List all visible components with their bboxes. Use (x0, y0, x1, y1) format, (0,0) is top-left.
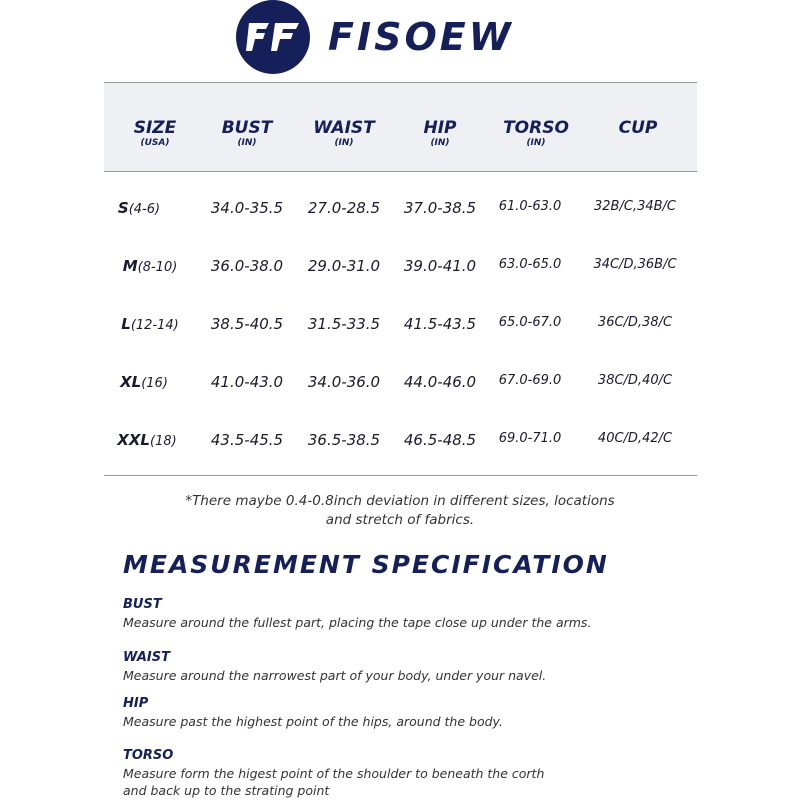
column-label: CUP (618, 118, 658, 138)
waist-cell: 27.0-28.5 (307, 199, 381, 217)
column-unit: (IN) (526, 138, 546, 148)
note-line: and stretch of fabrics. (325, 512, 475, 528)
bust-cell: 41.0-43.0 (210, 373, 284, 391)
table-row (104, 237, 697, 295)
column-header-hip (385, 119, 495, 149)
ff-monogram-icon (236, 0, 310, 74)
size-label: S (117, 199, 129, 217)
cup-cell: 40C/D,42/C (597, 431, 673, 446)
spec-item-hip (123, 695, 643, 730)
column-header-bust (192, 119, 302, 149)
size-label: XL (120, 373, 142, 391)
torso-cell: 61.0-63.0 (498, 199, 562, 214)
cup-cell: 34C/D,36B/C (593, 257, 677, 272)
size-range: (16) (141, 376, 168, 391)
waist-cell: 34.0-36.0 (307, 373, 381, 391)
waist-cell: 36.5-38.5 (307, 431, 381, 449)
size-range: (12-14) (130, 318, 179, 333)
column-header-cup (583, 119, 693, 137)
column-label: WAIST (313, 118, 375, 138)
table-row (104, 353, 697, 411)
torso-cell: 65.0-67.0 (498, 315, 562, 330)
brand-logo (236, 2, 514, 72)
size-range: (8-10) (137, 260, 178, 275)
column-unit: (IN) (237, 138, 257, 148)
spec-item-waist (123, 649, 643, 684)
note-line: *There maybe 0.4-0.8inch deviation in different sizes, locations (185, 493, 615, 509)
section-title: MEASUREMENT SPECIFICATION (123, 550, 609, 579)
table-header (104, 83, 697, 172)
cup-cell: 32B/C,34B/C (594, 199, 676, 214)
spec-description: Measure around the narrowest part of your body, under your navel. (123, 668, 547, 683)
brand-name: FISOEW (328, 15, 514, 59)
spec-label: TORSO (123, 748, 174, 763)
bust-cell: 36.0-38.0 (210, 257, 284, 275)
column-label: SIZE (133, 118, 177, 138)
spec-item-bust (123, 596, 643, 631)
size-chart-table (104, 82, 697, 476)
spec-description: Measure form the higest point of the shoulder to beneath the corth (123, 766, 545, 781)
column-label: BUST (221, 118, 273, 138)
spec-description: Measure past the highest point of the hips, around the body. (123, 714, 503, 729)
spec-label: WAIST (123, 650, 171, 665)
column-unit: (IN) (334, 138, 354, 148)
hip-cell: 46.5-48.5 (403, 431, 477, 449)
hip-cell: 37.0-38.5 (403, 199, 477, 217)
deviation-note (100, 492, 700, 530)
table-row (104, 179, 697, 237)
torso-cell: 69.0-71.0 (498, 431, 562, 446)
waist-cell: 31.5-33.5 (307, 315, 381, 333)
spec-item-torso (123, 747, 643, 799)
table-row (104, 411, 697, 469)
size-cell (84, 373, 204, 391)
size-range: (4-6) (128, 202, 161, 217)
cup-cell: 38C/D,40/C (597, 373, 673, 388)
column-unit: (IN) (430, 138, 450, 148)
spec-label: BUST (123, 597, 162, 612)
table-row (104, 295, 697, 353)
size-label: XXL (117, 431, 150, 449)
cup-cell: 36C/D,38/C (597, 315, 673, 330)
spec-description: Measure around the fullest part, placing the tape close up under the arms. (123, 615, 592, 630)
spec-description: and back up to the strating point (123, 783, 330, 798)
size-range: (18) (150, 434, 177, 449)
column-unit: (USA) (140, 138, 170, 148)
size-label: M (122, 257, 138, 275)
bust-cell: 34.0-35.5 (210, 199, 284, 217)
column-header-waist (289, 119, 399, 149)
torso-cell: 67.0-69.0 (498, 373, 562, 388)
column-label: HIP (423, 118, 457, 138)
bust-cell: 38.5-40.5 (210, 315, 284, 333)
hip-cell: 41.5-43.5 (403, 315, 477, 333)
column-label: TORSO (503, 118, 569, 138)
torso-cell: 63.0-65.0 (498, 257, 562, 272)
size-label: L (121, 315, 131, 333)
hip-cell: 44.0-46.0 (403, 373, 477, 391)
size-cell (79, 199, 199, 217)
bust-cell: 43.5-45.5 (210, 431, 284, 449)
spec-label: HIP (123, 696, 149, 711)
waist-cell: 29.0-31.0 (307, 257, 381, 275)
column-header-torso (481, 119, 591, 149)
hip-cell: 39.0-41.0 (403, 257, 477, 275)
